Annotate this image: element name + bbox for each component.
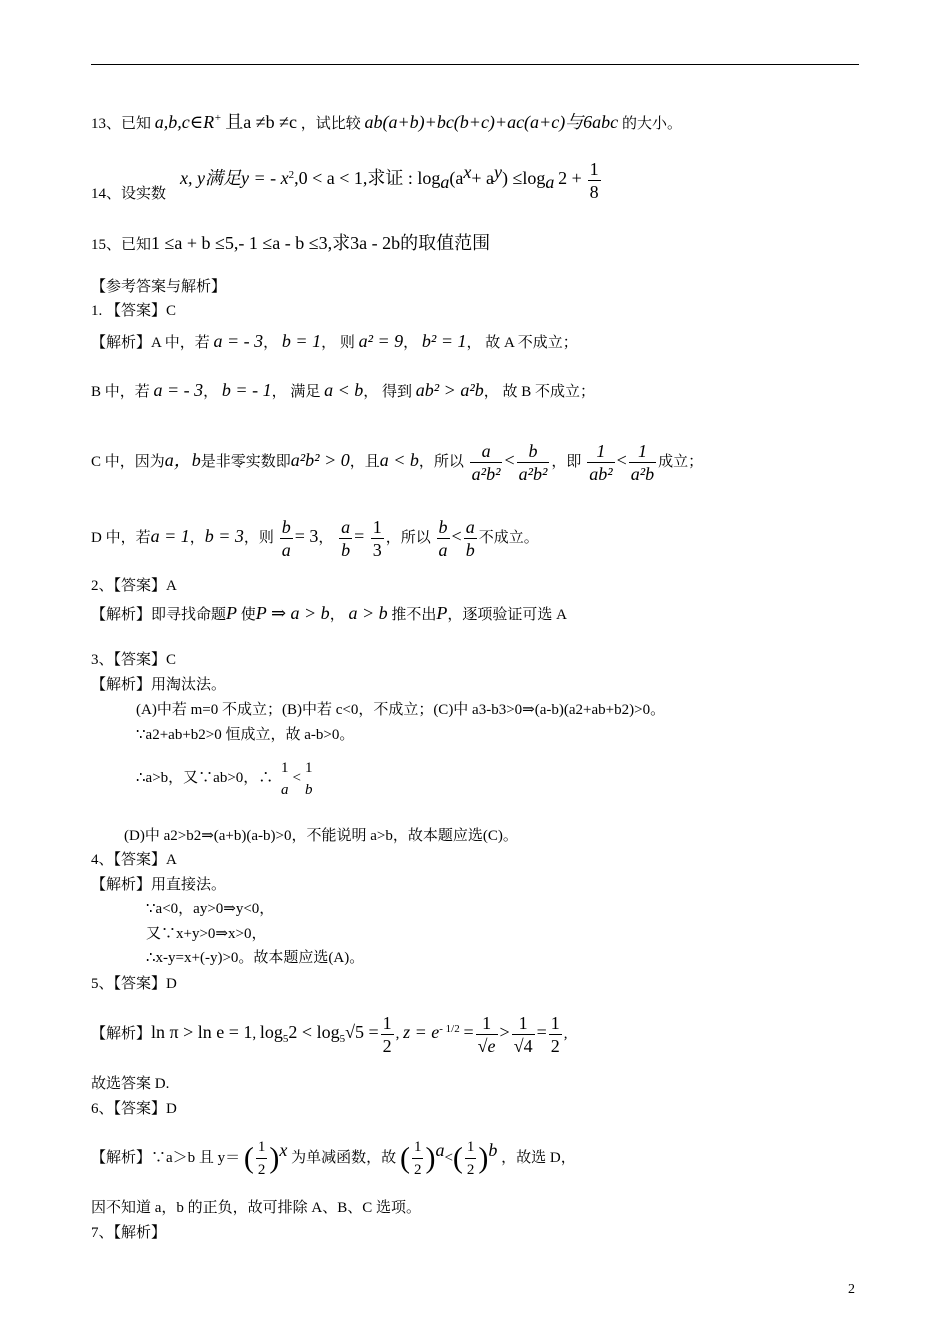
answer-4-line-3: 又∵x+y>0⇒x>0， xyxy=(146,926,267,942)
a2-expr-a-gt-b: a > b xyxy=(348,603,388,623)
a5-gt: > xyxy=(499,1022,510,1042)
a5-expr-sqrt5: √5 = xyxy=(345,1022,379,1042)
a1d-text1: D 中，若 xyxy=(91,530,151,546)
a1-text1: 【解析】A 中，若 xyxy=(91,335,210,351)
a1c-text2: 是非零实数即 xyxy=(200,454,291,470)
q15-label: 15、已知 xyxy=(91,237,152,253)
a1d-expr-d: = xyxy=(354,526,369,546)
answers-title: 【参考答案与解析】 xyxy=(91,279,227,295)
q13-condition: a,b,c∈R+ xyxy=(154,112,222,132)
answer-7-head: 7、【解析】 xyxy=(91,1225,167,1241)
a1-expr-b: b = 1 xyxy=(281,331,322,351)
answer-2-line: 【解析】即寻找命题P 使P ⇒ a > b， a > b 推不出P，逐项验证可选 A xyxy=(91,603,567,623)
answer-6-head: 6、【答案】D xyxy=(91,1101,177,1117)
answer-3-head: 3、【答案】C xyxy=(91,652,177,668)
a6-text2: 为单减函数，故 xyxy=(291,1150,397,1166)
a1-text2: 则 xyxy=(339,335,355,351)
answer-6-line: 【解析】∵a＞b 且 y＝ ( $\frac{1}{2}$ )$^x$ 为单减函数，故 ( $\frac{1}{2}$ )$^a$<( $\frac{1}{2}$ )$^b$ ，故选 D， xyxy=(91,1126,576,1191)
frac-b-over-a2b2: $\frac{b}{\text{a²b²}}$ xyxy=(518,441,548,485)
q14-part3: (a xyxy=(449,167,464,188)
q13-sep: ，试比较 xyxy=(300,116,361,132)
q14-part6: 2 + xyxy=(558,167,582,188)
a1b-expr-c: a < b xyxy=(324,380,364,400)
frac-half-a6-3: $\frac{1}{2}$ xyxy=(465,1136,477,1181)
frac-a-over-a2b2: $\frac{a}{\text{a²b²}}$ xyxy=(471,441,501,485)
a1c-tail: 成立； xyxy=(658,454,704,470)
answer-5-line: 【解析】ln π > ln e = 1, $\log_52 < \log_5√5$ = $\frac{1}{2}$ , $z = e^{- 1/2}$ = $\frac{1}{√e}$ > $\frac{1}{√4}$ = $\frac{1}{2}$ , xyxy=(91,1013,568,1057)
a1c-text4: ，所以 xyxy=(418,454,464,470)
answer-4-line-2: ∵a<0，ay>0⇒y<0， xyxy=(146,901,275,917)
frac-a-over-b: $\frac{a}{b}$ xyxy=(341,517,351,561)
answer-5-line-2: 故选答案 D. xyxy=(91,1076,170,1092)
answer-3-line-2: (A)中若 m=0 不成立；(B)中若 c<0，不成立；(C)中 a3-b3>0⇒(a-b)(a2+ab+b2)>0。 xyxy=(136,702,666,718)
answer-3-line-4: ∴a>b，又∵ab>0，∴ 1 a < 1 b xyxy=(136,748,317,808)
a6-text1: 【解析】∵a＞b 且 y＝ xyxy=(91,1150,241,1166)
a1d-expr-a: a = 1 xyxy=(150,526,190,546)
a1c-text1: C 中，因为 xyxy=(91,454,165,470)
frac-b-over-a-2: $\frac{b}{a}$ xyxy=(438,517,448,561)
a5-eq2: = xyxy=(536,1022,547,1042)
q14-part5: ) ≤log xyxy=(502,167,546,188)
answer-3-line-5: (D)中 a2>b2⇒(a+b)(a-b)>0，不能说明 a>b，故本题应选(C)。 xyxy=(124,828,518,844)
a2-text2: 使 xyxy=(240,607,256,623)
frac-half-a6-1: $\frac{1}{2}$ xyxy=(256,1136,268,1181)
a1-tail: 故 A 不成立； xyxy=(485,335,578,351)
answer-2-head: 2、【答案】A xyxy=(91,578,177,594)
a1d-tail: 不成立。 xyxy=(478,530,539,546)
a5-expr-log1: log xyxy=(259,1022,283,1042)
a2-expr-p2: P xyxy=(436,603,448,623)
a1b-text1: B 中，若 xyxy=(91,384,150,400)
a1d-text3: ，所以 xyxy=(385,530,431,546)
answer-1-head: 1. 【答案】C xyxy=(91,303,177,319)
q15-expression: 1 ≤a + b ≤5,- 1 ≤a - b ≤3,求3a - 2b的取值范围 xyxy=(151,233,491,253)
answer-1-line-a: 【解析】A 中，若 a = - 3， b = 1， 则 a² = 9， b² = 1， 故 A 不成立； xyxy=(91,331,578,351)
a1b-text2: 满足 xyxy=(290,384,321,400)
a1b-expr-a: a = - 3 xyxy=(153,380,204,400)
question-15 xyxy=(91,233,490,255)
question-14-label: 14、设实数 xyxy=(91,186,167,202)
page-number: 2 xyxy=(848,1282,855,1297)
a1b-tail: 故 B 不成立； xyxy=(502,384,596,400)
a5-expr-ln: ln π > ln e = 1 xyxy=(151,1022,253,1042)
a1-expr-d: b² = 1 xyxy=(421,331,467,351)
answer-1-line-b: B 中，若 a = - 3， b = - 1， 满足 a < b， 得到 ab² > a²b， 故 B 不成立； xyxy=(91,380,596,400)
a5-eq1: = xyxy=(463,1022,474,1042)
answer-3-line-3: ∵a2+ab+b2>0 恒成立，故 a-b>0。 xyxy=(136,727,355,743)
a1c-text3: ，且 xyxy=(349,454,380,470)
a5-expr-z: z = e xyxy=(403,1022,440,1042)
q13-label: 13、已知 xyxy=(91,116,152,132)
answer-4-line-4: ∴x-y=x+(-y)>0。故本题应选(A)。 xyxy=(146,950,365,966)
frac-1-over-ab2: $\frac{1}{\text{ab²}}$ xyxy=(589,441,613,485)
frac-half-a6-2: $\frac{1}{2}$ xyxy=(412,1136,424,1181)
a1b-text3: 得到 xyxy=(382,384,413,400)
a2-text1: 【解析】即寻找命题 xyxy=(91,607,227,623)
fraction-one-eighth: $\frac{1}{8}$ xyxy=(589,159,599,202)
a1-expr-c: a² = 9 xyxy=(358,331,404,351)
answer-5-head: 5、【答案】D xyxy=(91,976,177,992)
q14-part4: + a xyxy=(471,167,495,188)
answer-4-head: 4、【答案】A xyxy=(91,852,177,868)
frac-1-over-sqrt-4: $\frac{1}{√4}$ xyxy=(513,1013,533,1057)
a1d-expr-c: = 3 xyxy=(294,526,319,546)
frac-1-over-a-small: 1 a xyxy=(281,759,289,798)
a6-lt: < xyxy=(444,1150,453,1166)
frac-1-over-a2b: $\frac{1}{\text{a²b}}$ xyxy=(630,441,655,485)
a5-expr-log2: 2 < log xyxy=(288,1022,340,1042)
a6-tail: ，故选 D， xyxy=(501,1150,576,1166)
a5-text1: 【解析】 xyxy=(91,1026,152,1042)
a3-text4: ∴a>b，又∵ab>0，∴ xyxy=(136,770,274,786)
answer-1-line-d: D 中，若a = 1，b = 3，则 $\frac{b}{a}$ = 3， $\frac{a}{b}$ = $\frac{1}{3}$ ，所以 $\frac{b}{a}$ < $\frac{a}{b}$ 不成立。 xyxy=(91,517,539,561)
frac-1-over-3: $\frac{1}{3}$ xyxy=(372,517,382,561)
answer-4-line-1: 【解析】用直接法。 xyxy=(91,877,227,893)
a1-expr-a: a = - 3 xyxy=(213,331,264,351)
q14-part1: x, y满足y = - x xyxy=(180,167,289,188)
a1c-expr-a: a，b xyxy=(164,450,201,470)
a1d-expr-b: b = 3 xyxy=(204,526,244,546)
answer-6-line-2: 因不知道 a，b 的正负，故可排除 A、B、C 选项。 xyxy=(91,1200,422,1216)
frac-1-over-sqrt-e: $\frac{1}{√e}$ xyxy=(477,1013,496,1057)
a1b-expr-d: ab² > a²b xyxy=(415,380,484,400)
a1c-expr-b: a²b² > 0 xyxy=(290,450,350,470)
a1c-text5: ，即 xyxy=(551,454,582,470)
frac-1-over-b-small: 1 b xyxy=(305,759,313,798)
q13-tail: 的大小。 xyxy=(621,116,682,132)
frac-half-1: $\frac{1}{2}$ xyxy=(382,1013,392,1057)
q13-expression: ab(a+b)+bc(b+c)+ac(a+c)与6abc xyxy=(364,112,619,132)
a2-text3: 推不出 xyxy=(391,607,437,623)
answer-3-line-1: 【解析】用淘汰法。 xyxy=(91,677,227,693)
q14-formula: x, y满足y = - $x^2,0 < a < 1$,求证 : $\log_a(a^x+ a^y) \le\log_a$ 2 + $\frac{1}{8}$ xyxy=(180,159,599,202)
a2-expr-p: P xyxy=(226,603,238,623)
answer-1-line-c: C 中，因为a，b是非零实数即a²b² > 0，且a < b，所以 $\frac{a}{\text{a²b²}}$ < $\frac{b}{\text{a²b²}}$ ，即 $\frac{1}{\text{ab²}}$ < $\frac{1}{\text{a²b}}$ 成立； xyxy=(91,441,704,485)
a1b-expr-b: b = - 1 xyxy=(221,380,272,400)
q13-condition2: 且a ≠b ≠c xyxy=(225,112,298,132)
question-13 xyxy=(91,112,682,134)
q14-part2: ,0 < a < 1,求证 : log xyxy=(294,167,441,188)
frac-a-over-b-2: $\frac{a}{b}$ xyxy=(465,517,475,561)
a2-expr-implies: P ⇒ a > b xyxy=(255,603,330,623)
a2-tail: ，逐项验证可选 A xyxy=(447,607,567,623)
frac-half-2: $\frac{1}{2}$ xyxy=(550,1013,560,1057)
header-rule xyxy=(91,64,859,65)
a1d-text2: ，则 xyxy=(243,530,274,546)
a1c-expr-c: a < b xyxy=(379,450,419,470)
frac-b-over-a: $\frac{b}{a}$ xyxy=(281,517,291,561)
